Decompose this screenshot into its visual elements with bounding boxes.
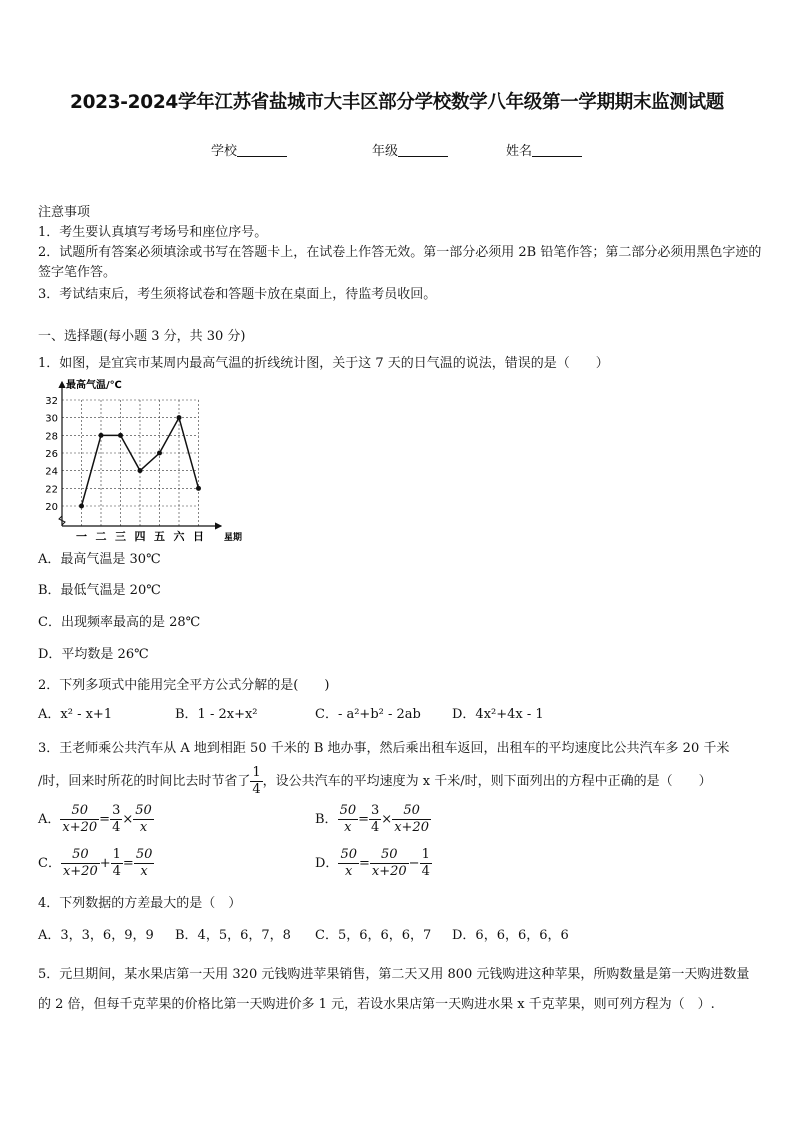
data-point xyxy=(157,451,162,456)
notice-item: 3．考试结束后，考生须将试卷和答题卡放在桌面上，待监考员收回。 xyxy=(38,287,437,302)
data-point xyxy=(99,433,104,438)
grade-blank[interactable] xyxy=(398,143,448,157)
q3-option-c[interactable]: C． $\frac{50}{x+20}$ + $\frac{1}{4}$ = $\frac{50}{x}$ xyxy=(38,847,153,879)
q2-stem: 2．下列多项式中能用完全平方公式分解的是( ) xyxy=(38,678,330,693)
y-tick-label: 24 xyxy=(45,466,58,478)
name-field[interactable] xyxy=(506,140,582,159)
temperature-line-chart xyxy=(36,376,256,546)
q5-stem: 5．元旦期间，某水果店第一天用 320 元钱购进苹果销售，第二天又用 800 元钱购进这种苹果，所购数量是第一天购进数量的 2 倍，但每千克苹果的价格比第一天购进价多 1 元，若设水果店第一天购进水果 x 千克苹果，则可列方程为（ ）. xyxy=(38,967,750,1012)
notice-heading: 注意事项 xyxy=(38,205,91,220)
name-blank[interactable] xyxy=(532,143,582,157)
q1-option-a[interactable]: A．最高气温是 30℃ xyxy=(38,552,161,567)
q3-option-a[interactable]: A． $\frac{50}{x+20}$ = $\frac{3}{4}$ × $\frac{50}{x}$ xyxy=(38,803,152,835)
x-tick-label: 一 xyxy=(76,530,87,543)
q3-stem-line1: 3．王老师乘公共汽车从 A 地到相距 50 千米的 B 地办事，然后乘出租车返回，出租车的平均速度比公共汽车多 20 千米 xyxy=(38,741,730,756)
q1-option-c[interactable]: C．出现频率最高的是 28℃ xyxy=(38,615,201,630)
y-tick-label: 20 xyxy=(45,502,58,513)
data-point xyxy=(196,486,201,491)
school-blank[interactable] xyxy=(237,143,287,157)
y-tick-label: 28 xyxy=(45,431,58,443)
q1-option-b[interactable]: B．最低气温是 20℃ xyxy=(38,583,161,598)
q3-fraction: $\frac{1}{4}$ xyxy=(252,765,261,797)
x-tick-label: 五 xyxy=(154,530,165,543)
x-tick-label: 二 xyxy=(95,530,107,543)
notice-item: 2．试题所有答案必须填涂或书写在答题卡上，在试卷上作答无效。第一部分必须用 2B 铅笔作答；第二部分必须用黑色字迹的签字笔作答。 xyxy=(38,245,762,280)
q3-option-d[interactable]: D． $\frac{50}{x}$ = $\frac{50}{x+20}$ − $\frac{1}{4}$ xyxy=(315,847,430,879)
y-tick-label: 26 xyxy=(45,449,58,460)
y-tick-label: 30 xyxy=(45,413,58,425)
q4-option-c[interactable]: C．5，6，6，6，7 xyxy=(315,928,432,943)
x-axis-label: 星期 xyxy=(224,533,243,543)
data-point xyxy=(79,504,84,509)
x-tick-label: 四 xyxy=(134,530,146,543)
q4-option-a[interactable]: A．3，3，6，9，9 xyxy=(38,928,154,943)
school-field[interactable] xyxy=(211,140,287,159)
q2-option-d[interactable]: D．4x²+4x - 1 xyxy=(452,707,544,722)
x-tick-label: 六 xyxy=(173,530,185,543)
q1-option-d[interactable]: D．平均数是 26℃ xyxy=(38,647,149,662)
section-heading: 一、选择题(每小题 3 分，共 30 分) xyxy=(38,329,246,344)
q4-stem: 4．下列数据的方差最大的是（ ） xyxy=(38,896,242,911)
y-tick-label: 22 xyxy=(45,484,58,496)
data-point xyxy=(138,468,143,473)
grade-field[interactable] xyxy=(372,140,448,159)
name-label: 姓名 xyxy=(506,144,533,159)
y-axis-label: 最高气温/℃ xyxy=(66,380,122,391)
school-label: 学校 xyxy=(211,144,238,159)
q3-stem-part1: /时，回来时所花的时间比去时节省了 xyxy=(38,774,251,789)
page-title: 2023-2024学年江苏省盐城市大丰区部分学校数学八年级第一学期期末监测试题 xyxy=(70,92,724,113)
q4-option-b[interactable]: B．4，5，6，7，8 xyxy=(175,928,291,943)
q3-stem-part2: ，设公共汽车的平均速度为 x 千米/时，则下面列出的方程中正确的是（ ） xyxy=(262,774,712,789)
data-point xyxy=(177,415,182,420)
x-tick-label: 日 xyxy=(193,530,204,543)
q3-option-b[interactable]: B． $\frac{50}{x}$ = $\frac{3}{4}$ × $\frac{50}{x+20}$ xyxy=(315,803,429,835)
y-tick-label: 32 xyxy=(45,396,58,407)
notice-item: 1．考生要认真填写考场号和座位序号。 xyxy=(38,225,268,240)
grade-label: 年级 xyxy=(372,144,399,159)
temperature-chart xyxy=(36,376,256,546)
q1-stem: 1．如图，是宜宾市某周内最高气温的折线统计图，关于这 7 天的日气温的说法，错误的是（ ） xyxy=(38,356,609,371)
x-tick-label: 三 xyxy=(115,530,126,543)
q3-stem-line2 xyxy=(38,765,712,798)
data-point xyxy=(118,433,123,438)
q2-option-b[interactable]: B．1 - 2x+x² xyxy=(175,707,258,722)
q2-option-a[interactable]: A．x² - x+1 xyxy=(38,707,113,722)
q4-option-d[interactable]: D．6，6，6，6，6 xyxy=(452,928,569,943)
q2-option-c[interactable]: C．- a²+b² - 2ab xyxy=(315,707,421,722)
